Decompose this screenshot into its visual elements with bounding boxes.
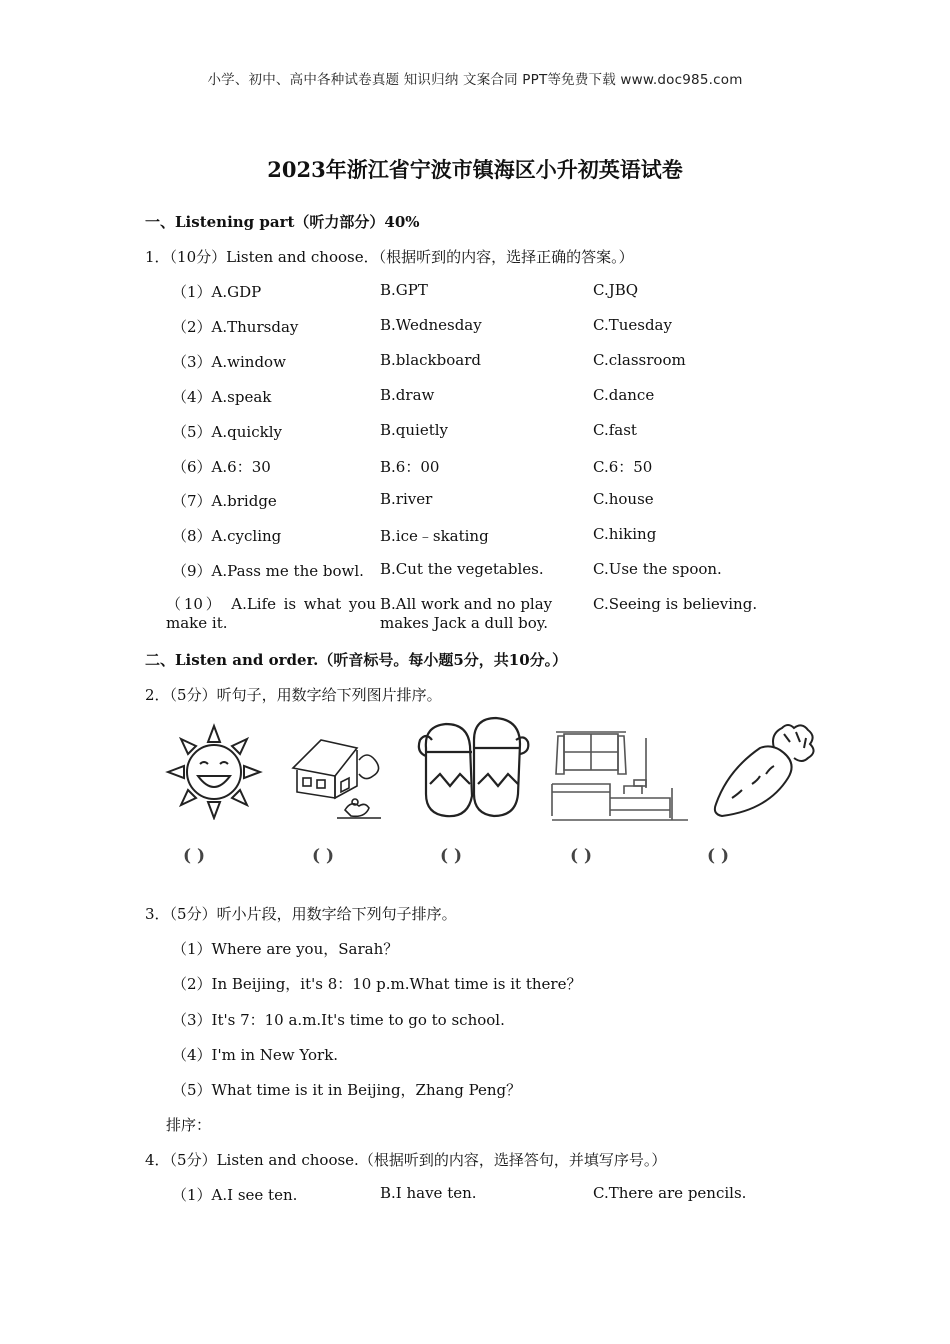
option-c: C.hiking — [593, 525, 657, 543]
option-c: C.house — [593, 490, 654, 508]
order-label: 排序： — [166, 1116, 212, 1134]
option-c: C.There are pencils. — [593, 1184, 747, 1202]
answer-blank-2[interactable]: ( ) — [312, 846, 335, 866]
option-a: （1）A.I see ten. — [172, 1186, 298, 1204]
q3-sentence-2: （2）In Beijing，it's 8：10 p.m.What time is it there？ — [172, 975, 582, 993]
sun-icon — [164, 720, 264, 820]
q1-row-4 — [0, 386, 950, 420]
page-title: 2023年浙江省宁波市镇海区小升初英语试卷 — [267, 157, 683, 182]
house-icon — [285, 730, 390, 822]
option-b: B.river — [380, 490, 433, 508]
option-a: （7）A.bridge — [172, 492, 277, 510]
option-a: （3）A.window — [172, 353, 286, 371]
option-b: B.Wednesday — [380, 316, 482, 334]
section-1-heading: 一、Listening part（听力部分）40% — [145, 213, 420, 231]
section-2-heading: 二、Listen and order.（听音标号。每小题5分，共10分。） — [145, 651, 568, 669]
q3-sentence-1: （1）Where are you，Sarah？ — [172, 940, 399, 958]
option-a: （10） A.Life is what you make it. — [166, 595, 376, 632]
q1-row-9 — [0, 560, 950, 594]
option-b: B.I have ten. — [380, 1184, 477, 1202]
q1-row-1 — [0, 281, 950, 315]
q1-row-5 — [0, 421, 950, 455]
option-a: （4）A.speak — [172, 388, 272, 406]
answer-blank-5[interactable]: ( ) — [707, 846, 730, 866]
q1-row-6 — [0, 456, 950, 490]
q1-row-10 — [0, 595, 950, 639]
question-3-stem: 3．（5分）听小片段，用数字给下列句子排序。 — [145, 905, 457, 923]
picture-row — [160, 712, 830, 827]
option-a: （8）A.cycling — [172, 527, 282, 545]
q3-sentence-5: （5）What time is it in Beijing，Zhang Peng？ — [172, 1081, 522, 1099]
question-4-stem: 4．（5分）Listen and choose.（根据听到的内容，选择答句，并填写序号。） — [145, 1151, 667, 1169]
option-b: B.6：00 — [380, 458, 440, 476]
option-b: B.ice﹣skating — [380, 527, 489, 545]
option-b: B.All work and no play makes Jack a dull boy. — [380, 595, 553, 632]
mittens-icon — [416, 712, 531, 824]
q3-sentence-4: （4）I'm in New York. — [172, 1046, 339, 1064]
q1-row-2 — [0, 316, 950, 350]
option-c: C.dance — [593, 386, 655, 404]
q1-row-8 — [0, 525, 950, 559]
option-c: C.classroom — [593, 351, 686, 369]
question-1-stem: 1．（10分）Listen and choose．（根据听到的内容，选择正确的答案。） — [145, 248, 634, 266]
page-header: 小学、初中、高中各种试卷真题 知识归纳 文案合同 PPT等免费下载 www.doc985.com — [207, 72, 743, 88]
carrot-icon — [708, 718, 820, 822]
option-b: B.Cut the vegetables. — [380, 560, 544, 578]
option-b: B.quietly — [380, 421, 449, 439]
answer-blanks — [0, 846, 950, 866]
option-c: C.6：50 — [593, 458, 653, 476]
option-b: B.GPT — [380, 281, 428, 299]
option-b: B.blackboard — [380, 351, 481, 369]
option-a: （2）A.Thursday — [172, 318, 299, 336]
question-2-stem: 2．（5分）听句子，用数字给下列图片排序。 — [145, 686, 442, 704]
q3-sentence-3: （3）It's 7：10 a.m.It's time to go to school. — [172, 1011, 505, 1029]
q1-row-3 — [0, 351, 950, 385]
option-c: C.JBQ — [593, 281, 639, 299]
option-c: C.Use the spoon. — [593, 560, 722, 578]
q4-row-1 — [0, 1184, 950, 1218]
bedroom-icon — [550, 728, 690, 824]
option-c: C.fast — [593, 421, 637, 439]
option-a: （6）A.6：30 — [172, 458, 271, 476]
option-c: C.Tuesday — [593, 316, 672, 334]
answer-blank-3[interactable]: ( ) — [440, 846, 463, 866]
q1-row-7 — [0, 490, 950, 524]
answer-blank-1[interactable]: ( ) — [183, 846, 206, 866]
option-b: B.draw — [380, 386, 435, 404]
option-a: （5）A.quickly — [172, 423, 282, 441]
answer-blank-4[interactable]: ( ) — [570, 846, 593, 866]
option-a: （1）A.GDP — [172, 283, 262, 301]
option-c: C.Seeing is believing. — [593, 595, 758, 613]
option-a: （9）A.Pass me the bowl. — [172, 562, 364, 580]
